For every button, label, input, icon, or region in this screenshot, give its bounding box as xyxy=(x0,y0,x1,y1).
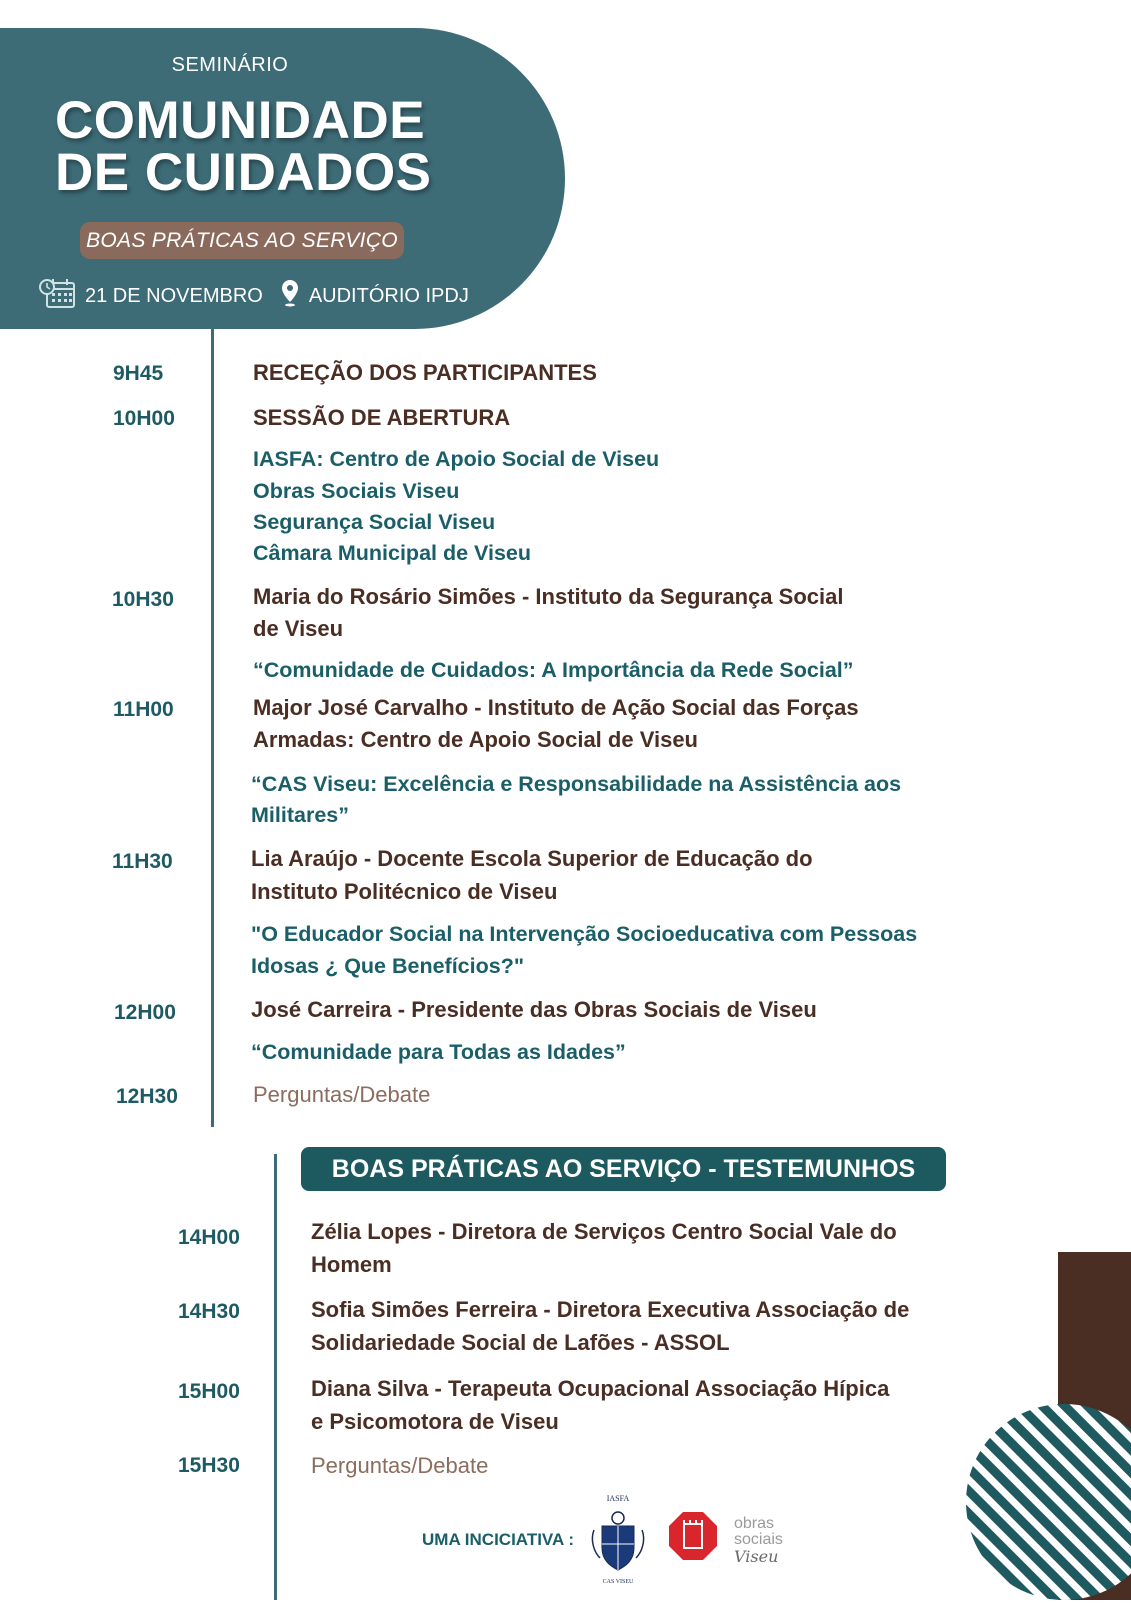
morning-time: 11H00 xyxy=(113,698,174,721)
testimonials-section-title: BOAS PRÁTICAS AO SERVIÇO - TESTEMUNHOS xyxy=(301,1147,946,1191)
event-venue: AUDITÓRIO IPDJ xyxy=(308,284,469,307)
testimonial-item: Sofia Simões Ferreira - Diretora Executiva Associação de xyxy=(311,1297,910,1322)
morning-time: 12H00 xyxy=(114,1001,176,1024)
morning-timeline-line xyxy=(211,329,214,1127)
opening-speaker: Câmara Municipal de Viseu xyxy=(253,541,532,565)
obras-sociais-logo-line1: obras xyxy=(734,1515,775,1532)
event-title-line2: DE CUIDADOS xyxy=(55,143,432,202)
afternoon-time: 15H30 xyxy=(178,1454,240,1477)
location-pin-icon xyxy=(281,279,299,313)
talk-title: Idosas ¿ Que Benefícios?" xyxy=(251,954,525,978)
opening-speaker: Obras Sociais Viseu xyxy=(253,479,460,503)
opening-speaker: IASFA: Centro de Apoio Social de Viseu xyxy=(253,447,660,471)
afternoon-timeline-line xyxy=(274,1154,277,1600)
debate-item: Perguntas/Debate xyxy=(311,1453,489,1478)
iasfa-logo xyxy=(590,1492,646,1591)
obras-sociais-logo-line2: sociais xyxy=(734,1531,783,1548)
debate-item: Perguntas/Debate xyxy=(253,1082,431,1107)
iasfa-logo-text-top: IASFA xyxy=(606,1494,630,1503)
agenda-item: RECEÇÃO DOS PARTICIPANTES xyxy=(253,360,597,385)
talk-title: “CAS Viseu: Excelência e Responsabilidade na Assistência aos xyxy=(251,772,902,796)
event-title-line1: COMUNIDADE xyxy=(55,91,426,150)
agenda-item: José Carreira - Presidente das Obras Sociais de Viseu xyxy=(251,997,817,1022)
event-kicker: SEMINÁRIO xyxy=(171,54,289,76)
event-title xyxy=(55,91,432,202)
agenda-item: SESSÃO DE ABERTURA xyxy=(253,405,511,430)
morning-time: 10H30 xyxy=(112,588,174,611)
agenda-item: Instituto Politécnico de Viseu xyxy=(251,879,558,904)
agenda-item: de Viseu xyxy=(253,616,344,641)
event-subtitle-badge: BOAS PRÁTICAS AO SERVIÇO xyxy=(80,222,404,259)
morning-time: 9H45 xyxy=(113,362,164,385)
testimonial-item: Homem xyxy=(311,1252,392,1277)
striped-circle-decoration xyxy=(966,1404,1131,1605)
testimonial-item: Diana Silva - Terapeuta Ocupacional Associação Hípica xyxy=(311,1376,890,1401)
opening-speaker: Segurança Social Viseu xyxy=(253,510,496,534)
calendar-icon xyxy=(38,277,76,315)
agenda-item: Maria do Rosário Simões - Instituto da Segurança Social xyxy=(253,584,844,609)
initiative-label: UMA INCICIATIVA : xyxy=(422,1530,575,1549)
agenda-item: Lia Araújo - Docente Escola Superior de Educação do xyxy=(251,846,813,871)
afternoon-time: 15H00 xyxy=(178,1380,240,1403)
agenda-item: Major José Carvalho - Instituto de Ação Social das Forças xyxy=(253,695,859,720)
obras-sociais-logo-line3: Viseu xyxy=(734,1547,779,1566)
talk-title: "O Educador Social na Intervenção Socioeducativa com Pessoas xyxy=(251,922,918,946)
afternoon-time: 14H30 xyxy=(178,1300,240,1323)
talk-title: “Comunidade de Cuidados: A Importância da Rede Social” xyxy=(253,658,854,682)
morning-time: 12H30 xyxy=(116,1085,178,1108)
obras-sociais-logo xyxy=(668,1510,798,1575)
event-meta xyxy=(38,280,469,312)
testimonial-item: Solidariedade Social de Lafões - ASSOL xyxy=(311,1330,730,1355)
afternoon-time: 14H00 xyxy=(178,1226,240,1249)
testimonial-item: e Psicomotora de Viseu xyxy=(311,1409,559,1434)
testimonial-item: Zélia Lopes - Diretora de Serviços Centro Social Vale do xyxy=(311,1219,897,1244)
event-date: 21 DE NOVEMBRO xyxy=(85,284,263,307)
talk-title: “Comunidade para Todas as Idades” xyxy=(251,1040,626,1064)
agenda-item: Armadas: Centro de Apoio Social de Viseu xyxy=(253,727,698,752)
morning-time: 10H00 xyxy=(113,407,175,430)
iasfa-logo-text-bottom: CAS VISEU xyxy=(602,1579,634,1585)
morning-time: 11H30 xyxy=(112,850,173,873)
talk-title: Militares” xyxy=(251,803,349,827)
